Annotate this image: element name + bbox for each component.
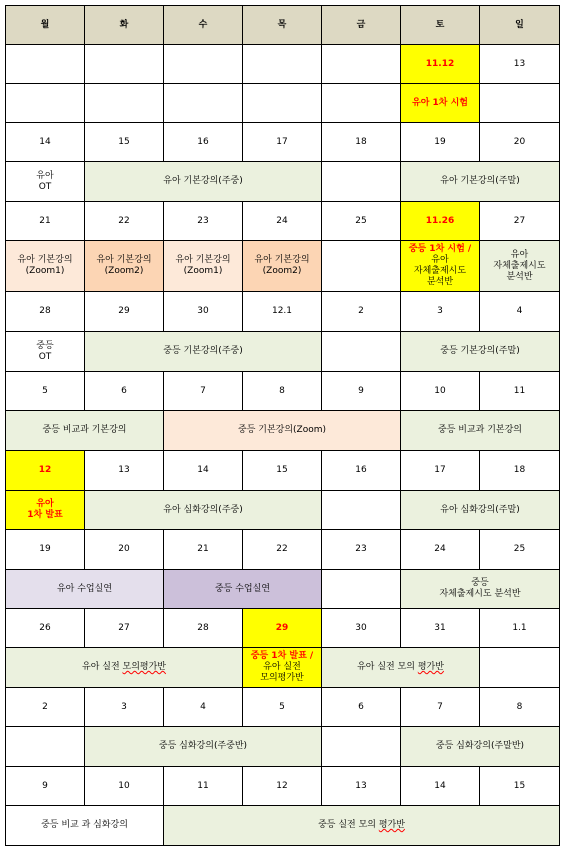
calendar-cell: 21	[164, 530, 243, 570]
calendar-row	[6, 411, 560, 451]
calendar-cell: 1.1	[480, 609, 560, 648]
calendar-row	[6, 372, 560, 411]
calendar-cell	[243, 84, 322, 123]
calendar-cell: 10	[85, 767, 164, 806]
calendar-cell: 2	[322, 292, 401, 332]
weekday-header-wed: 수	[164, 6, 243, 45]
calendar-cell: 18	[480, 451, 560, 491]
calendar-cell: 유아 수업실연	[6, 570, 164, 609]
calendar-cell: 24	[401, 530, 480, 570]
calendar-cell: 27	[480, 202, 560, 241]
calendar-cell: 13	[85, 451, 164, 491]
calendar-cell	[322, 332, 401, 372]
calendar-cell: 유아 기본강의 (Zoom2)	[243, 241, 322, 292]
calendar-row	[6, 84, 560, 123]
calendar-cell: 28	[164, 609, 243, 648]
calendar-cell: 20	[85, 530, 164, 570]
calendar-cell: 13	[480, 45, 560, 84]
calendar-cell: 중등 기본강의(주말)	[401, 332, 560, 372]
calendar-cell: 중등 기본강의(주중)	[85, 332, 322, 372]
calendar-cell: 19	[401, 123, 480, 162]
calendar-cell: 23	[164, 202, 243, 241]
calendar-cell	[322, 162, 401, 202]
calendar-cell: 유아 자체출제시도 분석반	[480, 241, 560, 292]
calendar-cell: 22	[243, 530, 322, 570]
calendar-cell: 23	[322, 530, 401, 570]
calendar-cell	[85, 45, 164, 84]
calendar-cell: 유아 기본강의(주말)	[401, 162, 560, 202]
calendar-cell	[164, 84, 243, 123]
calendar-row	[6, 45, 560, 84]
calendar-cell: 17	[401, 451, 480, 491]
weekday-header-thu: 목	[243, 6, 322, 45]
calendar-cell: 7	[401, 688, 480, 727]
calendar-cell: 27	[85, 609, 164, 648]
calendar-cell: 중등 심화강의(주말반)	[401, 727, 560, 767]
calendar-row	[6, 292, 560, 332]
calendar-cell: 유아 1차 시험	[401, 84, 480, 123]
calendar-cell: 중등 수업실연	[164, 570, 322, 609]
calendar-cell: 31	[401, 609, 480, 648]
calendar-cell: 22	[85, 202, 164, 241]
calendar-cell: 중등 비교과 기본강의	[401, 411, 560, 451]
calendar-cell	[322, 84, 401, 123]
calendar-cell: 중등 실전 모의 평가반	[164, 806, 560, 846]
calendar-cell: 중등 자체출제시도 분석반	[401, 570, 560, 609]
calendar-cell: 24	[243, 202, 322, 241]
calendar-cell: 5	[6, 372, 85, 411]
calendar-row	[6, 688, 560, 727]
calendar-cell: 29	[243, 609, 322, 648]
calendar-cell: 중등 비교과 기본강의	[6, 411, 164, 451]
calendar-cell: 15	[85, 123, 164, 162]
calendar-cell: 5	[243, 688, 322, 727]
calendar-cell: 중등 비교 과 심화강의	[6, 806, 164, 846]
calendar-row	[6, 648, 560, 688]
calendar-row	[6, 530, 560, 570]
calendar-cell: 2	[6, 688, 85, 727]
calendar-cell: 유아 실전 모의평가반	[6, 648, 243, 688]
calendar-cell: 유아 기본강의 (Zoom2)	[85, 241, 164, 292]
calendar-cell: 8	[480, 688, 560, 727]
calendar-cell: 4	[480, 292, 560, 332]
calendar-cell: 3	[85, 688, 164, 727]
calendar-cell: 30	[164, 292, 243, 332]
calendar-cell: 8	[243, 372, 322, 411]
calendar-cell: 19	[6, 530, 85, 570]
calendar-row	[6, 806, 560, 846]
weekday-header-tue: 화	[85, 6, 164, 45]
calendar-cell: 12.1	[243, 292, 322, 332]
calendar-row	[6, 570, 560, 609]
calendar-cell: 11.12	[401, 45, 480, 84]
calendar-cell: 13	[322, 767, 401, 806]
calendar-cell: 25	[322, 202, 401, 241]
schedule-calendar-table	[5, 5, 560, 846]
calendar-cell: 유아 1차 발표	[6, 491, 85, 530]
calendar-cell	[6, 84, 85, 123]
weekday-header-fri: 금	[322, 6, 401, 45]
calendar-cell: 11	[164, 767, 243, 806]
weekday-header-sat: 토	[401, 6, 480, 45]
calendar-cell: 유아 기본강의 (Zoom1)	[6, 241, 85, 292]
calendar-cell	[480, 84, 560, 123]
calendar-cell: 중등 1차 시험 / 유아 자체출제시도 분석반	[401, 241, 480, 292]
calendar-cell: 28	[6, 292, 85, 332]
weekday-header-mon: 월	[6, 6, 85, 45]
calendar-cell	[322, 45, 401, 84]
calendar-cell: 16	[164, 123, 243, 162]
calendar-cell: 14	[164, 451, 243, 491]
calendar-row	[6, 451, 560, 491]
calendar-cell: 15	[480, 767, 560, 806]
calendar-row	[6, 491, 560, 530]
calendar-row	[6, 162, 560, 202]
calendar-cell: 9	[322, 372, 401, 411]
calendar-cell: 16	[322, 451, 401, 491]
calendar-cell: 9	[6, 767, 85, 806]
calendar-row	[6, 202, 560, 241]
calendar-cell	[322, 241, 401, 292]
calendar-cell: 14	[6, 123, 85, 162]
calendar-cell	[6, 45, 85, 84]
calendar-cell: 30	[322, 609, 401, 648]
calendar-cell: 29	[85, 292, 164, 332]
calendar-row	[6, 767, 560, 806]
calendar-cell: 11.26	[401, 202, 480, 241]
calendar-cell: 유아 심화강의(주말)	[401, 491, 560, 530]
calendar-cell	[243, 45, 322, 84]
calendar-cell	[6, 727, 85, 767]
weekday-header-row	[6, 6, 560, 45]
calendar-cell: 유아 심화강의(주중)	[85, 491, 322, 530]
calendar-cell: 중등 심화강의(주중반)	[85, 727, 322, 767]
calendar-cell: 25	[480, 530, 560, 570]
calendar-row	[6, 727, 560, 767]
calendar-cell: 유아 기본강의(주중)	[85, 162, 322, 202]
calendar-cell: 중등 기본강의(Zoom)	[164, 411, 401, 451]
calendar-cell: 26	[6, 609, 85, 648]
calendar-row	[6, 241, 560, 292]
calendar-cell: 11	[480, 372, 560, 411]
calendar-cell	[322, 727, 401, 767]
calendar-row	[6, 123, 560, 162]
calendar-cell: 17	[243, 123, 322, 162]
calendar-cell: 14	[401, 767, 480, 806]
calendar-cell	[85, 84, 164, 123]
calendar-cell: 6	[322, 688, 401, 727]
calendar-cell: 6	[85, 372, 164, 411]
calendar-cell: 10	[401, 372, 480, 411]
calendar-cell: 중등 OT	[6, 332, 85, 372]
calendar-cell: 15	[243, 451, 322, 491]
calendar-cell: 12	[243, 767, 322, 806]
calendar-cell: 유아 OT	[6, 162, 85, 202]
calendar-cell	[322, 491, 401, 530]
calendar-cell: 12	[6, 451, 85, 491]
calendar-cell: 4	[164, 688, 243, 727]
calendar-cell: 20	[480, 123, 560, 162]
calendar-cell: 유아 실전 모의 평가반	[322, 648, 480, 688]
calendar-cell	[322, 570, 401, 609]
calendar-cell: 18	[322, 123, 401, 162]
calendar-row	[6, 609, 560, 648]
calendar-cell	[480, 648, 560, 688]
calendar-row	[6, 332, 560, 372]
calendar-cell: 3	[401, 292, 480, 332]
weekday-header-sun: 일	[480, 6, 560, 45]
calendar-cell: 7	[164, 372, 243, 411]
calendar-cell: 유아 기본강의 (Zoom1)	[164, 241, 243, 292]
calendar-body	[6, 45, 560, 846]
calendar-cell: 중등 1차 발표 / 유아 실전 모의평가반	[243, 648, 322, 688]
calendar-cell	[164, 45, 243, 84]
calendar-cell: 21	[6, 202, 85, 241]
